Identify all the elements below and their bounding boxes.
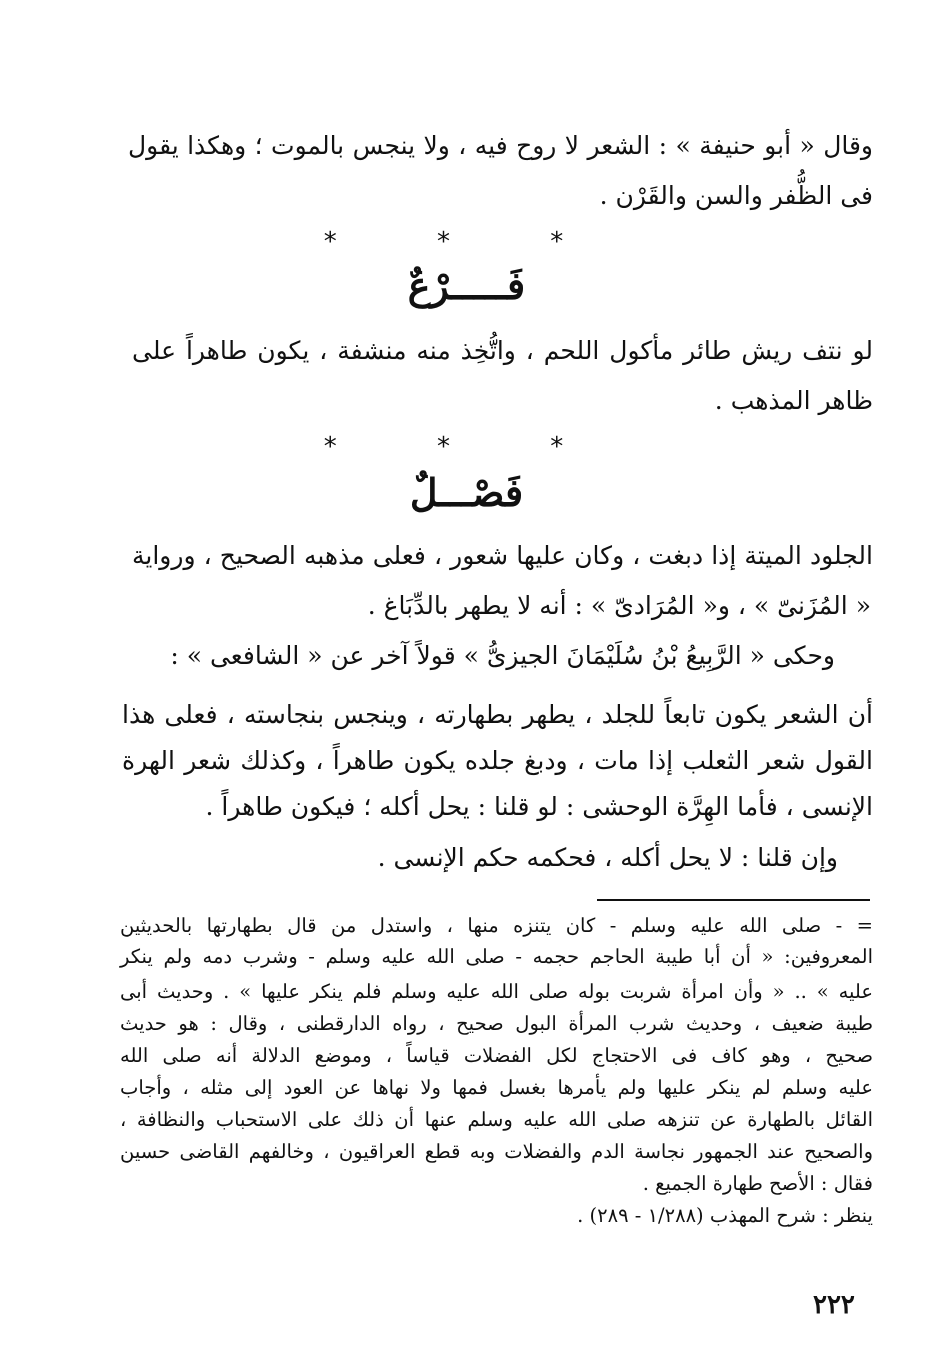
footnote-line: فقال : الأصح طهارة الجميع . — [642, 1172, 873, 1195]
text-line: فى الظُّفر والسن والقَرْن . — [599, 181, 873, 210]
text-line: وإن قلنا : لا يحل أكله ، فحكمه حكم الإنسى . — [377, 843, 838, 872]
page-number: ٢٢٢ — [813, 1290, 855, 1320]
footnote-line: المعروفين: « أن أبا طيبة الحاجم حجمه - صلى الله عليه وسلم - وشرب دمه ولم ينكر — [120, 945, 873, 968]
footnote-line: = - صلى الله عليه وسلم - كان يتنزه منها ، واستدل من قال بطهارتها بالحديثين — [120, 914, 873, 937]
text-line: الجلود الميتة إذا دبغت ، وكان عليها شعور ، فعلى مذهبه الصحيح ، ورواية — [132, 541, 873, 570]
section-heading-fasl: فَصْـــلٌ — [409, 470, 524, 515]
text-line: أن الشعر يكون تابعاً للجلد ، يطهر بطهارته ، وينجس بنجاسته ، فعلى هذا — [122, 700, 873, 729]
stars-separator: * * * — [323, 227, 610, 257]
text-line: وحكى « الرَّبِيعُ بْنُ سُلَيْمَانَ الجيزىُّ » قولاً آخر عن « الشافعى » : — [170, 641, 835, 670]
footnote-line: طيبة ضعيف ، وحديث شرب المرأة البول صحيح ، رواه الدارقطنى ، وقال : هو حديث — [120, 1012, 873, 1035]
text-line: لو نتف ريش طائر مأكول اللحم ، واتُّخِذ منه منشفة ، يكون طاهراً على — [132, 336, 873, 365]
footnote-reference: ينظر : شرح المهذب (١/٢٨٨ - ٢٨٩) . — [577, 1204, 873, 1227]
footnote-line: والصحيح عند الجمهور نجاسة الدم والفضلات وبه قطع العراقيون ، وخالفهم القاضى حسين — [120, 1140, 873, 1163]
text-line: « المُزَنىّ » ، و« المُرَادىّ » : أنه لا يطهر بالدِّبَاغ . — [367, 591, 871, 620]
section-heading-far: فَـــــرْعٌ — [407, 263, 526, 308]
footnote-line: صحيح ، وهو كاف فى الاحتجاج لكل الفضلات قياساً ، وموضع الدلالة أنه صلى الله — [120, 1044, 873, 1067]
text-line: وقال « أبو حنيفة » : الشعر لا روح فيه ، ولا ينجس بالموت ؛ وهكذا يقول — [128, 131, 873, 160]
text-line: القول شعر الثعلب إذا مات ، ودبغ جلده يكون طاهراً ، وكذلك شعر الهرة — [122, 746, 873, 775]
footnote-line: عليه » .. « وأن امرأة شربت بوله صلى الله عليه وسلم فلم ينكر عليها » . وحديث أبى — [120, 980, 873, 1003]
footnote-divider — [597, 899, 870, 901]
text-line: ظاهر المذهب . — [714, 386, 873, 415]
footnote-line: القائل بالطهارة عن تنزهه صلى الله عليه وسلم عنها أن ذلك على الاستحباب والنظافة ، — [120, 1108, 873, 1131]
text-line: الإنسى ، فأما الهِرَّة الوحشى : لو قلنا : يحل أكله ؛ فيكون طاهراً . — [205, 792, 873, 821]
stars-separator: * * * — [323, 432, 610, 462]
footnote-line: عليه وسلم لم ينكر عليها ولم يأمرها بغسل فمها ولا نهاها عن العود إلى مثله ، وأجاب — [120, 1076, 873, 1099]
